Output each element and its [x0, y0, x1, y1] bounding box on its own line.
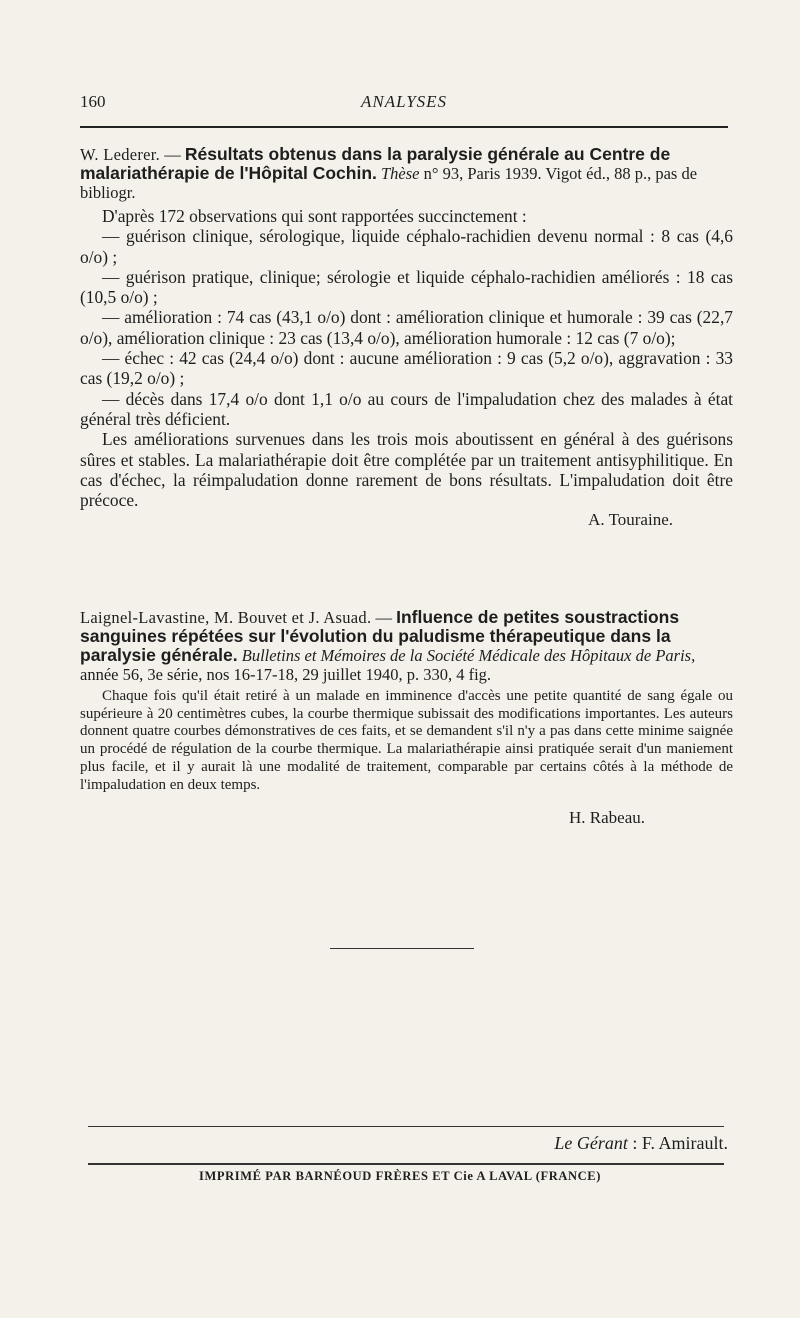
- printer-imprint: IMPRIMÉ PAR BARNÉOUD FRÈRES ET Cie A LAVAL (FRANCE): [199, 1169, 601, 1183]
- entry-source-italic: Bulletins et Mémoires de la Société Médicale des Hôpitaux de Paris,: [241, 646, 696, 665]
- entry-author: Laignel-Lavastine, M. Bouvet et J. Asuad.: [80, 608, 372, 627]
- manager-line: [554, 1133, 728, 1154]
- footer-rule-bottom: [88, 1163, 724, 1165]
- paragraph: — guérison clinique, sérologique, liquide céphalo-rachidien devenu normal : 8 cas (4,6 o/o) ;: [80, 226, 733, 267]
- paragraph: Chaque fois qu'il était retiré à un malade en imminence d'accès une petite quantité de sang égale ou supérieure à 20 centimètres cubes, la courbe thermique subissait des modifications importantes. Les auteurs donnent quatre courbes démonstratives de ces faits, et se demandent s'il n'y a pas dans cette minime saignée un procédé de régulation de la courbe thermique. La malariathérapie ainsi pratiquée serait d'un maniement plus facile, et il y aurait là une modalité de traitement, comparable par certains côtés à la méthode de l'impaludation en deux temps.: [80, 688, 733, 793]
- paragraph: — décès dans 17,4 o/o dont 1,1 o/o au cours de l'impaludation chez des malades à état général très déficient.: [80, 388, 733, 429]
- entry-body: [80, 688, 733, 794]
- section-divider: [330, 948, 474, 949]
- header-rule: [80, 126, 728, 128]
- manager-name: : F. Amirault.: [627, 1133, 728, 1153]
- page-header: [80, 92, 728, 120]
- entry-dash: —: [160, 145, 185, 164]
- page-number: 160: [80, 92, 106, 111]
- entry-title: Influence de petites soustractions sanguines répétées sur l'évolution du paludisme thérapeutique dans la paralysie générale.: [80, 607, 680, 665]
- analysis-entry-laignel-lavastine: [80, 608, 733, 828]
- reviewer-signature: H. Rabeau.: [568, 808, 645, 828]
- entry-source: année 56, 3e série, nos 16-17-18, 29 juillet 1940, p. 330, 4 fig.: [80, 665, 492, 684]
- footer-rule-top: [88, 1126, 724, 1127]
- manager-label: Le Gérant: [554, 1133, 628, 1153]
- paragraph: — échec : 42 cas (24,4 o/o) dont : aucune amélioration : 9 cas (5,2 o/o), aggravation : 33 cas (19,2 o/o) ;: [80, 348, 733, 389]
- paragraph: D'après 172 observations qui sont rapportées succinctement :: [102, 206, 527, 226]
- entry-body: [80, 206, 733, 510]
- paragraph: — amélioration : 74 cas (43,1 o/o) dont : amélioration clinique et humorale : 39 cas (22,7 o/o), amélioration clinique : 23 cas (13,4 o/o), amélioration humorale : 12 cas (7 o/o);: [80, 307, 733, 348]
- bibliographic-reference: [80, 608, 733, 684]
- bibliographic-reference: [80, 145, 733, 202]
- entry-author: W. Lederer.: [80, 145, 161, 164]
- entry-source-italic: Thèse: [381, 164, 420, 183]
- entry-source: n° 93, Paris 1939. Vigot éd., 88 p., pas de bibliogr.: [80, 164, 698, 202]
- running-title: ANALYSES: [360, 92, 448, 111]
- paragraph: Les améliorations survenues dans les trois mois aboutissent en général à des guérisons sûres et stables. La malariathérapie doit être complétée par un traitement antisyphilitique. En cas d'échec, la réimpaludation donne rarement de bons résultats. L'impaludation doit être précoce.: [80, 429, 733, 511]
- reviewer-signature: A. Touraine.: [588, 510, 673, 530]
- analysis-entry-lederer: [80, 145, 733, 530]
- entry-dash: —: [371, 608, 397, 627]
- entry-title: Résultats obtenus dans la paralysie générale au Centre de malariathérapie de l'Hôpital Cochin.: [80, 144, 671, 183]
- paragraph: — guérison pratique, clinique; sérologie et liquide céphalo-rachidien améliorés : 18 cas (10,5 o/o) ;: [80, 266, 733, 308]
